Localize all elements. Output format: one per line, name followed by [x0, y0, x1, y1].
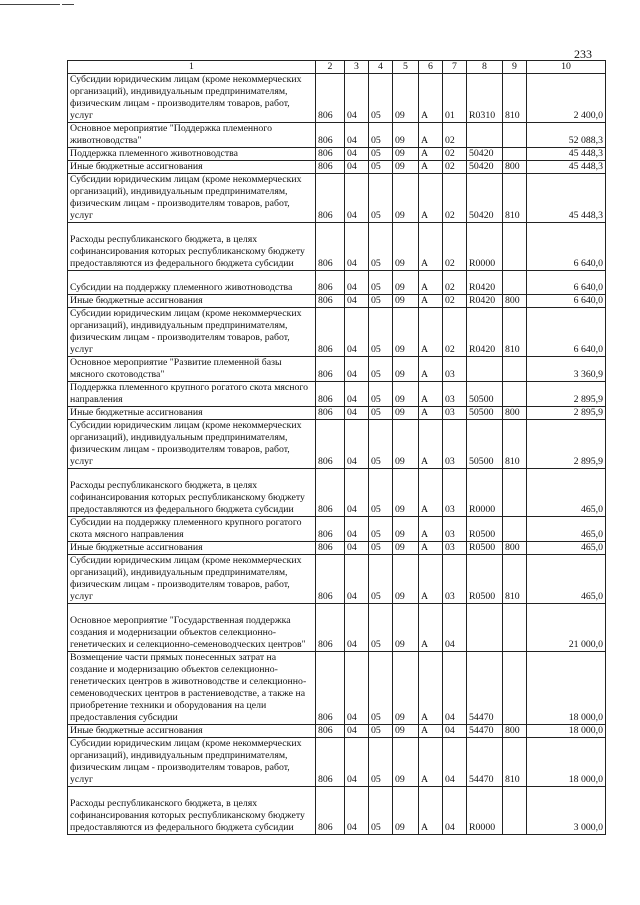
budget-table	[67, 60, 606, 835]
subsection-cell: 05	[369, 174, 393, 223]
subsection-cell: 05	[369, 295, 393, 308]
program-cell: 09	[393, 555, 419, 604]
direction-cell: 50500	[467, 407, 503, 420]
expense-type-cell	[503, 517, 527, 542]
amount-cell: 3 360,9	[527, 357, 606, 382]
subprogram-cell: А	[419, 542, 443, 555]
program-cell: 09	[393, 787, 419, 835]
subsection-cell: 05	[369, 555, 393, 604]
subprogram-cell: А	[419, 223, 443, 271]
table-row	[68, 148, 606, 161]
expense-type-cell	[503, 382, 527, 407]
direction-cell: R0310	[467, 74, 503, 123]
amount-cell: 2 895,9	[527, 420, 606, 469]
subsection-cell: 05	[369, 420, 393, 469]
row-name-cell: Иные бюджетные ассигнования	[68, 725, 316, 738]
activity-cell: 02	[443, 271, 467, 295]
activity-cell: 04	[443, 738, 467, 787]
activity-cell: 01	[443, 74, 467, 123]
publisher-code-cell: 806	[316, 174, 345, 223]
activity-cell: 02	[443, 295, 467, 308]
subprogram-cell: А	[419, 725, 443, 738]
expense-type-cell	[503, 787, 527, 835]
expense-type-cell	[503, 148, 527, 161]
program-cell: 09	[393, 652, 419, 725]
section-cell: 04	[345, 295, 369, 308]
table-row	[68, 787, 606, 835]
activity-cell: 02	[443, 174, 467, 223]
program-cell: 09	[393, 469, 419, 517]
publisher-code-cell: 806	[316, 148, 345, 161]
subprogram-cell: А	[419, 148, 443, 161]
amount-cell: 6 640,0	[527, 223, 606, 271]
subsection-cell: 05	[369, 74, 393, 123]
expense-type-cell	[503, 271, 527, 295]
expense-type-cell: 800	[503, 161, 527, 174]
direction-cell: R0500	[467, 555, 503, 604]
publisher-code-cell: 806	[316, 517, 345, 542]
amount-cell: 465,0	[527, 517, 606, 542]
expense-type-cell: 810	[503, 420, 527, 469]
subprogram-cell: А	[419, 604, 443, 652]
activity-cell: 02	[443, 123, 467, 148]
header-cell: 8	[467, 61, 503, 74]
subprogram-cell: А	[419, 382, 443, 407]
subprogram-cell: А	[419, 738, 443, 787]
direction-cell: 54470	[467, 652, 503, 725]
direction-cell	[467, 604, 503, 652]
section-cell: 04	[345, 382, 369, 407]
publisher-code-cell: 806	[316, 407, 345, 420]
program-cell: 09	[393, 123, 419, 148]
activity-cell: 03	[443, 469, 467, 517]
header-cell: 2	[316, 61, 345, 74]
expense-type-cell	[503, 604, 527, 652]
section-cell: 04	[345, 469, 369, 517]
table-row	[68, 604, 606, 652]
subsection-cell: 05	[369, 271, 393, 295]
subsection-cell: 05	[369, 517, 393, 542]
table-row	[68, 738, 606, 787]
row-name-cell: Субсидии юридическим лицам (кроме некоммерческих организаций), индивидуальным предпринимателям, физическим лицам - производителям товаров, работ, услуг	[68, 420, 316, 469]
row-name-cell: Поддержка племенного животноводства	[68, 148, 316, 161]
activity-cell: 02	[443, 308, 467, 357]
row-name-cell: Иные бюджетные ассигнования	[68, 407, 316, 420]
header-cell: 9	[503, 61, 527, 74]
subsection-cell: 05	[369, 469, 393, 517]
row-name-cell: Субсидии на поддержку племенного крупного рогатого скота мясного направления	[68, 517, 316, 542]
expense-type-cell: 800	[503, 407, 527, 420]
section-cell: 04	[345, 787, 369, 835]
expense-type-cell	[503, 469, 527, 517]
amount-cell: 465,0	[527, 555, 606, 604]
row-name-cell: Субсидии юридическим лицам (кроме некоммерческих организаций), индивидуальным предпринимателям, физическим лицам - производителям товаров, работ, услуг	[68, 308, 316, 357]
subsection-cell: 05	[369, 123, 393, 148]
section-cell: 04	[345, 517, 369, 542]
section-cell: 04	[345, 725, 369, 738]
amount-cell: 2 400,0	[527, 74, 606, 123]
direction-cell: R0500	[467, 517, 503, 542]
activity-cell: 03	[443, 517, 467, 542]
section-cell: 04	[345, 308, 369, 357]
amount-cell: 2 895,9	[527, 407, 606, 420]
publisher-code-cell: 806	[316, 223, 345, 271]
row-name-cell: Расходы республиканского бюджета, в целях софинансирования которых республиканскому бюджету предоставляются из федерального бюджета субсидии	[68, 469, 316, 517]
subprogram-cell: А	[419, 271, 443, 295]
subsection-cell: 05	[369, 787, 393, 835]
section-cell: 04	[345, 357, 369, 382]
header-cell: 4	[369, 61, 393, 74]
direction-cell: 50420	[467, 174, 503, 223]
subprogram-cell: А	[419, 161, 443, 174]
expense-type-cell	[503, 223, 527, 271]
subprogram-cell: А	[419, 517, 443, 542]
program-cell: 09	[393, 223, 419, 271]
direction-cell: R0500	[467, 542, 503, 555]
row-name-cell: Иные бюджетные ассигнования	[68, 295, 316, 308]
header-cell: 10	[527, 61, 606, 74]
publisher-code-cell: 806	[316, 308, 345, 357]
publisher-code-cell: 806	[316, 123, 345, 148]
program-cell: 09	[393, 271, 419, 295]
table-row	[68, 308, 606, 357]
subsection-cell: 05	[369, 542, 393, 555]
activity-cell: 03	[443, 555, 467, 604]
activity-cell: 02	[443, 223, 467, 271]
direction-cell	[467, 123, 503, 148]
amount-cell: 21 000,0	[527, 604, 606, 652]
table-row	[68, 123, 606, 148]
publisher-code-cell: 806	[316, 74, 345, 123]
section-cell: 04	[345, 738, 369, 787]
activity-cell: 03	[443, 420, 467, 469]
program-cell: 09	[393, 420, 419, 469]
row-name-cell: Поддержка племенного крупного рогатого скота мясного направления	[68, 382, 316, 407]
direction-cell: R0420	[467, 295, 503, 308]
row-name-cell: Иные бюджетные ассигнования	[68, 542, 316, 555]
direction-cell: 54470	[467, 738, 503, 787]
publisher-code-cell: 806	[316, 787, 345, 835]
activity-cell: 04	[443, 652, 467, 725]
subprogram-cell: А	[419, 74, 443, 123]
table-body	[68, 74, 606, 835]
table-row	[68, 555, 606, 604]
table-row	[68, 357, 606, 382]
section-cell: 04	[345, 223, 369, 271]
activity-cell: 04	[443, 725, 467, 738]
table-row	[68, 542, 606, 555]
activity-cell: 03	[443, 407, 467, 420]
table-row	[68, 420, 606, 469]
direction-cell: 50420	[467, 161, 503, 174]
expense-type-cell	[503, 357, 527, 382]
amount-cell: 18 000,0	[527, 652, 606, 725]
publisher-code-cell: 806	[316, 652, 345, 725]
expense-type-cell: 800	[503, 725, 527, 738]
section-cell: 04	[345, 420, 369, 469]
publisher-code-cell: 806	[316, 542, 345, 555]
section-cell: 04	[345, 161, 369, 174]
program-cell: 09	[393, 148, 419, 161]
subprogram-cell: А	[419, 420, 443, 469]
direction-cell: 50500	[467, 420, 503, 469]
table-row	[68, 295, 606, 308]
row-name-cell: Субсидии юридическим лицам (кроме некоммерческих организаций), индивидуальным предпринимателям, физическим лицам - производителям товаров, работ, услуг	[68, 174, 316, 223]
publisher-code-cell: 806	[316, 357, 345, 382]
direction-cell: 50500	[467, 382, 503, 407]
section-cell: 04	[345, 123, 369, 148]
subprogram-cell: А	[419, 469, 443, 517]
publisher-code-cell: 806	[316, 420, 345, 469]
expense-type-cell	[503, 652, 527, 725]
row-name-cell: Расходы республиканского бюджета, в целях софинансирования которых республиканскому бюджету предоставляются из федерального бюджета субсидии	[68, 787, 316, 835]
subprogram-cell: А	[419, 123, 443, 148]
subprogram-cell: А	[419, 407, 443, 420]
table-row	[68, 382, 606, 407]
program-cell: 09	[393, 517, 419, 542]
amount-cell: 465,0	[527, 542, 606, 555]
page-number: 233	[574, 47, 592, 61]
expense-type-cell: 810	[503, 74, 527, 123]
subsection-cell: 05	[369, 604, 393, 652]
header-cell: 5	[393, 61, 419, 74]
program-cell: 09	[393, 407, 419, 420]
program-cell: 09	[393, 174, 419, 223]
subprogram-cell: А	[419, 295, 443, 308]
subprogram-cell: А	[419, 555, 443, 604]
top-rule-short	[62, 4, 74, 5]
table-row	[68, 469, 606, 517]
publisher-code-cell: 806	[316, 295, 345, 308]
amount-cell: 45 448,3	[527, 148, 606, 161]
amount-cell: 45 448,3	[527, 174, 606, 223]
table-row	[68, 271, 606, 295]
publisher-code-cell: 806	[316, 382, 345, 407]
expense-type-cell: 810	[503, 308, 527, 357]
subsection-cell: 05	[369, 357, 393, 382]
row-name-cell: Возмещение части прямых понесенных затрат на создание и модернизацию объектов селекционно-генетических центров в животноводстве и селекционно-семеноводческих центров в растениеводстве, а также на приобретение техники и оборудования на цели предоставления субсидии	[68, 652, 316, 725]
activity-cell: 03	[443, 357, 467, 382]
expense-type-cell: 800	[503, 295, 527, 308]
amount-cell: 3 000,0	[527, 787, 606, 835]
subprogram-cell: А	[419, 787, 443, 835]
header-cell: 3	[345, 61, 369, 74]
publisher-code-cell: 806	[316, 161, 345, 174]
direction-cell: R0000	[467, 223, 503, 271]
top-rule	[0, 4, 60, 5]
activity-cell: 03	[443, 542, 467, 555]
program-cell: 09	[393, 382, 419, 407]
row-name-cell: Расходы республиканского бюджета, в целях софинансирования которых республиканскому бюджету предоставляются из федерального бюджета субсидии	[68, 223, 316, 271]
publisher-code-cell: 806	[316, 725, 345, 738]
table-row	[68, 407, 606, 420]
expense-type-cell: 810	[503, 738, 527, 787]
section-cell: 04	[345, 604, 369, 652]
direction-cell: R0420	[467, 308, 503, 357]
table-row	[68, 725, 606, 738]
publisher-code-cell: 806	[316, 271, 345, 295]
direction-cell: R0420	[467, 271, 503, 295]
section-cell: 04	[345, 542, 369, 555]
activity-cell: 02	[443, 161, 467, 174]
direction-cell: R0000	[467, 787, 503, 835]
amount-cell: 6 640,0	[527, 271, 606, 295]
section-cell: 04	[345, 555, 369, 604]
table-row	[68, 174, 606, 223]
program-cell: 09	[393, 725, 419, 738]
amount-cell: 45 448,3	[527, 161, 606, 174]
publisher-code-cell: 806	[316, 469, 345, 517]
row-name-cell: Основное мероприятие "Поддержка племенного животноводства"	[68, 123, 316, 148]
section-cell: 04	[345, 174, 369, 223]
activity-cell: 04	[443, 604, 467, 652]
direction-cell: 50420	[467, 148, 503, 161]
amount-cell: 52 088,3	[527, 123, 606, 148]
direction-cell: R0000	[467, 469, 503, 517]
expense-type-cell: 810	[503, 174, 527, 223]
header-row	[68, 61, 606, 74]
table-row	[68, 517, 606, 542]
row-name-cell: Иные бюджетные ассигнования	[68, 161, 316, 174]
publisher-code-cell: 806	[316, 555, 345, 604]
program-cell: 09	[393, 161, 419, 174]
table-row	[68, 223, 606, 271]
row-name-cell: Субсидии юридическим лицам (кроме некоммерческих организаций), индивидуальным предпринимателям, физическим лицам - производителям товаров, работ, услуг	[68, 555, 316, 604]
subsection-cell: 05	[369, 382, 393, 407]
row-name-cell: Основное мероприятие "Развитие племенной базы мясного скотоводства"	[68, 357, 316, 382]
header-cell: 6	[419, 61, 443, 74]
section-cell: 04	[345, 148, 369, 161]
program-cell: 09	[393, 542, 419, 555]
amount-cell: 18 000,0	[527, 725, 606, 738]
subsection-cell: 05	[369, 725, 393, 738]
direction-cell	[467, 357, 503, 382]
program-cell: 09	[393, 295, 419, 308]
publisher-code-cell: 806	[316, 604, 345, 652]
row-name-cell: Субсидии на поддержку племенного животноводства	[68, 271, 316, 295]
publisher-code-cell: 806	[316, 738, 345, 787]
subprogram-cell: А	[419, 174, 443, 223]
amount-cell: 2 895,9	[527, 382, 606, 407]
section-cell: 04	[345, 407, 369, 420]
amount-cell: 465,0	[527, 469, 606, 517]
table-row	[68, 652, 606, 725]
activity-cell: 04	[443, 787, 467, 835]
row-name-cell: Основное мероприятие "Государственная поддержка создания и модернизации объектов селекционно-генетических и селекционно-семеноводческих центров"	[68, 604, 316, 652]
expense-type-cell: 810	[503, 555, 527, 604]
subsection-cell: 05	[369, 308, 393, 357]
subsection-cell: 05	[369, 161, 393, 174]
expense-type-cell	[503, 123, 527, 148]
table-row	[68, 74, 606, 123]
program-cell: 09	[393, 308, 419, 357]
header-cell: 1	[68, 61, 316, 74]
section-cell: 04	[345, 652, 369, 725]
subprogram-cell: А	[419, 652, 443, 725]
expense-type-cell: 800	[503, 542, 527, 555]
section-cell: 04	[345, 74, 369, 123]
subsection-cell: 05	[369, 652, 393, 725]
section-cell: 04	[345, 271, 369, 295]
subprogram-cell: А	[419, 308, 443, 357]
amount-cell: 6 640,0	[527, 308, 606, 357]
subsection-cell: 05	[369, 148, 393, 161]
subprogram-cell: А	[419, 357, 443, 382]
amount-cell: 18 000,0	[527, 738, 606, 787]
program-cell: 09	[393, 738, 419, 787]
activity-cell: 03	[443, 382, 467, 407]
program-cell: 09	[393, 74, 419, 123]
subsection-cell: 05	[369, 407, 393, 420]
row-name-cell: Субсидии юридическим лицам (кроме некоммерческих организаций), индивидуальным предпринимателям, физическим лицам - производителям товаров, работ, услуг	[68, 74, 316, 123]
subsection-cell: 05	[369, 223, 393, 271]
amount-cell: 6 640,0	[527, 295, 606, 308]
program-cell: 09	[393, 604, 419, 652]
table-row	[68, 161, 606, 174]
header-cell: 7	[443, 61, 467, 74]
direction-cell: 54470	[467, 725, 503, 738]
activity-cell: 02	[443, 148, 467, 161]
subsection-cell: 05	[369, 738, 393, 787]
program-cell: 09	[393, 357, 419, 382]
row-name-cell: Субсидии юридическим лицам (кроме некоммерческих организаций), индивидуальным предпринимателям, физическим лицам - производителям товаров, работ, услуг	[68, 738, 316, 787]
